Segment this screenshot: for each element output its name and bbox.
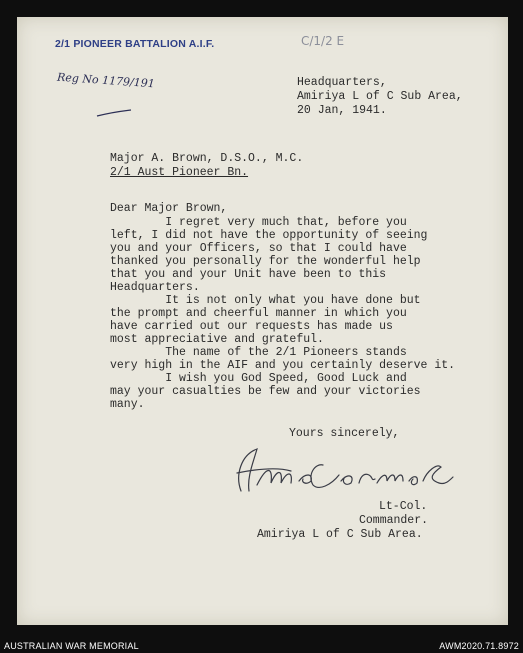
handwritten-underline: [95, 107, 135, 119]
body-line: left, I did not have the opportunity of seeing: [110, 229, 428, 242]
sender-address-line2: Amiriya L of C Sub Area,: [297, 90, 463, 103]
footer-accession-number: AWM2020.71.8972: [439, 641, 519, 651]
footer-institution: AUSTRALIAN WAR MEMORIAL: [4, 641, 139, 651]
sender-address-line1: Headquarters,: [297, 76, 387, 89]
recipient-name: Major A. Brown, D.S.O., M.C.: [110, 152, 304, 165]
pencil-reference-mark: C/1/2 E: [301, 34, 345, 48]
body-line: may your casualties be few and your victories: [110, 385, 421, 398]
handwritten-reg-number: Reg No 1179/191: [56, 70, 156, 91]
body-line: the prompt and cheerful manner in which you: [110, 307, 407, 320]
body-line: I regret very much that, before you: [110, 216, 407, 229]
body-line: that you and your Unit have been to this: [110, 268, 387, 281]
body-line: It is not only what you have done but: [110, 294, 421, 307]
signatory-rank: Lt-Col.: [379, 500, 428, 513]
body-line: very high in the AIF and you certainly deserve it.: [110, 359, 456, 372]
body-line: The name of the 2/1 Pioneers stands: [110, 346, 407, 359]
signatory-area: Amiriya L of C Sub Area.: [257, 528, 423, 541]
body-line: I wish you God Speed, Good Luck and: [110, 372, 407, 385]
body-line: Headquarters.: [110, 281, 200, 294]
body-line: have carried out our requests has made us: [110, 320, 393, 333]
handwritten-signature: [227, 445, 457, 497]
battalion-stamp: 2/1 PIONEER BATTALION A.I.F.: [55, 38, 215, 50]
body-line: thanked you personally for the wonderful help: [110, 255, 421, 268]
valediction: Yours sincerely,: [289, 427, 400, 440]
letter-date: 20 Jan, 1941.: [297, 104, 387, 117]
recipient-unit: 2/1 Aust Pioneer Bn.: [110, 166, 249, 179]
body-line: you and your Officers, so that I could have: [110, 242, 407, 255]
signatory-title: Commander.: [359, 514, 429, 527]
letter-paper: [17, 17, 508, 625]
body-line: many.: [110, 398, 145, 411]
salutation: Dear Major Brown,: [110, 202, 228, 215]
body-line: most appreciative and grateful.: [110, 333, 324, 346]
